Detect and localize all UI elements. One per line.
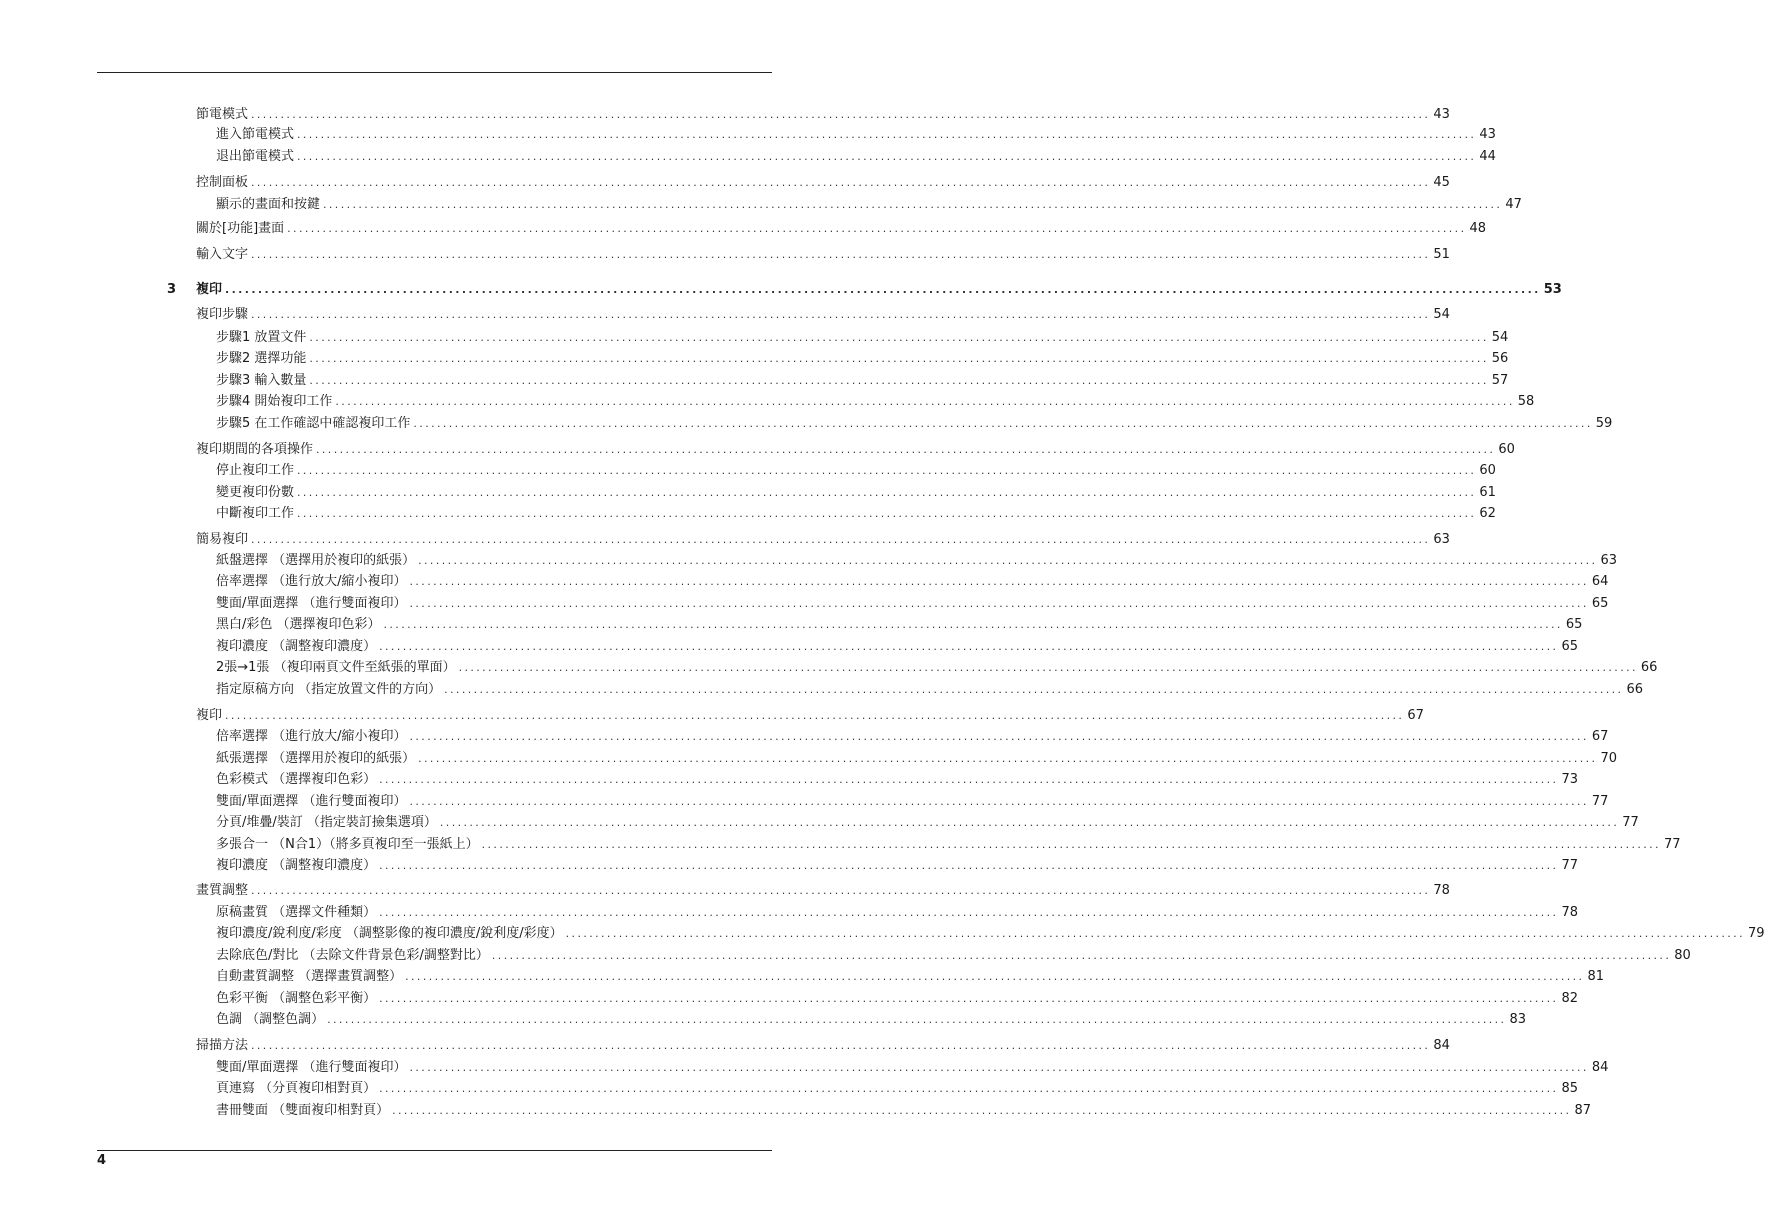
toc-chapter-entry[interactable] [196, 280, 1562, 300]
toc-entry-title: 色彩模式 （選擇複印色彩） [216, 772, 377, 787]
toc-entry-title: 退出節電模式 [216, 149, 295, 164]
dot-leader: ........................................................................................................................................................................................................ [297, 150, 1477, 163]
toc-subsection-entry[interactable] [216, 328, 1509, 348]
dot-leader: ........................................................................................................................................................................................................ [309, 331, 1489, 344]
toc-entry-title: 關於[功能]畫面 [196, 221, 285, 236]
toc-subsection-entry[interactable] [216, 483, 1496, 503]
toc-entry-page: 82 [1561, 991, 1579, 1006]
dot-leader: ........................................................................................................................................................................................................ [413, 417, 1593, 430]
dot-leader: ........................................................................................................................................................................................................ [309, 352, 1489, 365]
toc-subsection-entry[interactable] [216, 594, 1609, 614]
toc-subsection-entry[interactable] [216, 392, 1535, 412]
toc-entry-page: 63 [1433, 532, 1450, 547]
dot-leader: ........................................................................................................................................................................................................ [409, 575, 1589, 588]
dot-leader: ........................................................................................................................................................................................................ [379, 773, 1559, 786]
toc-entry-page: 84 [1433, 1038, 1450, 1053]
dot-leader: ........................................................................................................................................................................................................ [392, 1104, 1572, 1117]
toc-subsection-entry[interactable] [216, 1058, 1609, 1078]
toc-subsection-entry[interactable] [216, 658, 1658, 678]
dot-leader: ........................................................................................................................................................................................................ [379, 992, 1559, 1005]
toc-entry-title: 原稿畫質 （選擇文件種類） [216, 905, 377, 920]
toc-entry-page: 77 [1561, 858, 1579, 873]
toc-section-entry[interactable] [196, 440, 1515, 460]
toc-entry-page: 80 [1674, 948, 1691, 963]
toc-entry-page: 48 [1469, 221, 1487, 236]
dot-leader: ........................................................................................................................................................................................................ [297, 464, 1477, 477]
toc-entry-title: 複印期間的各項操作 [196, 442, 314, 457]
dot-leader: ........................................................................................................................................................................................................ [409, 730, 1589, 743]
toc-entry-page: 81 [1587, 969, 1605, 984]
toc-subsection-entry[interactable] [216, 1079, 1579, 1099]
dot-leader: ........................................................................................................................................................................................................ [251, 248, 1431, 261]
toc-entry-page: 45 [1433, 175, 1450, 190]
toc-entry-page: 65 [1565, 617, 1583, 632]
toc-entry-title: 頁連寫 （分頁複印相對頁） [216, 1081, 377, 1096]
toc-entry-page: 77 [1622, 815, 1639, 830]
toc-entry-title: 複印濃度/銳利度/彩度 （調整影像的複印濃度/銳利度/彩度） [216, 926, 563, 941]
dot-leader: ........................................................................................................................................................................................................ [297, 507, 1477, 520]
chapter-number: 3 [167, 282, 177, 297]
toc-entry-page: 53 [1543, 282, 1562, 297]
toc-entry-page: 43 [1479, 127, 1496, 142]
toc-subsection-entry[interactable] [216, 461, 1496, 481]
toc-subsection-entry[interactable] [216, 504, 1496, 524]
toc-entry-title: 雙面/單面選擇 （進行雙面複印） [216, 794, 407, 809]
toc-subsection-entry[interactable] [216, 924, 1765, 944]
toc-entry-title: 雙面/單面選擇 （進行雙面複印） [216, 1060, 407, 1075]
dot-leader: ........................................................................................................................................................................................................ [297, 128, 1477, 141]
toc-entry-page: 87 [1574, 1103, 1592, 1118]
toc-subsection-entry[interactable] [216, 1101, 1592, 1121]
toc-entry-title: 複印 [196, 708, 223, 723]
dot-leader: ........................................................................................................................................................................................................ [251, 108, 1431, 121]
toc-entry-title: 倍率選擇 （進行放大/縮小複印） [216, 574, 407, 589]
toc-entry-page: 79 [1747, 926, 1765, 941]
toc-entry-page: 57 [1491, 373, 1509, 388]
toc-subsection-entry[interactable] [216, 414, 1613, 434]
toc-entry-title: 自動畫質調整 （選擇畫質調整） [216, 969, 403, 984]
toc-subsection-entry[interactable] [216, 903, 1579, 923]
toc-subsection-entry[interactable] [216, 749, 1618, 769]
toc-entry-page: 67 [1407, 708, 1424, 723]
toc-entry-page: 78 [1561, 905, 1579, 920]
toc-subsection-entry[interactable] [216, 147, 1496, 167]
toc-subsection-entry[interactable] [216, 680, 1644, 700]
dot-leader: ........................................................................................................................................................................................................ [405, 970, 1585, 983]
toc-entry-page: 77 [1591, 794, 1609, 809]
toc-subsection-entry[interactable] [216, 989, 1579, 1009]
dot-leader: ........................................................................................................................................................................................................ [309, 374, 1489, 387]
toc-entry-title: 步驟1 放置文件 [216, 330, 307, 345]
toc-entry-title: 書冊雙面 （雙面複印相對頁） [216, 1103, 390, 1118]
toc-entry-title: 複印濃度 （調整複印濃度） [216, 639, 377, 654]
toc-section-entry[interactable] [196, 1036, 1450, 1056]
dot-leader: ........................................................................................................................................................................................................ [383, 618, 1563, 631]
toc-entry-page: 73 [1561, 772, 1579, 787]
toc-entry-title: 色彩平衡 （調整色彩平衡） [216, 991, 377, 1006]
toc-entry-title: 步驟2 選擇功能 [216, 351, 307, 366]
toc-entry-page: 43 [1433, 107, 1450, 122]
toc-entry-page: 59 [1595, 416, 1613, 431]
toc-entry-page: 66 [1640, 660, 1658, 675]
toc-entry-page: 54 [1433, 307, 1450, 322]
dot-leader: ........................................................................................................................................................................................................ [316, 443, 1496, 456]
dot-leader: ........................................................................................................................................................................................................ [225, 709, 1405, 722]
toc-entry-title: 簡易複印 [196, 532, 249, 547]
toc-entry-title: 指定原稿方向 （指定放置文件的方向） [216, 682, 442, 697]
toc-entry-page: 67 [1591, 729, 1609, 744]
toc-entry-page: 65 [1561, 639, 1579, 654]
toc-entry-title: 紙張選擇 （選擇用於複印的紙張） [216, 751, 416, 766]
toc-subsection-entry[interactable] [216, 349, 1509, 369]
toc-entry-page: 51 [1433, 247, 1450, 262]
footer-rule [97, 1150, 772, 1151]
toc-entry-page: 70 [1600, 751, 1618, 766]
dot-leader: ........................................................................................................................................................................................................ [565, 927, 1745, 940]
toc-entry-page: 56 [1491, 351, 1509, 366]
dot-leader: ........................................................................................................................................................................................................ [323, 198, 1503, 211]
toc-subsection-entry[interactable] [216, 125, 1496, 145]
toc-entry-title: 去除底色/對比 （去除文件背景色彩/調整對比） [216, 948, 489, 963]
dot-leader: ........................................................................................................................................................................................................ [444, 683, 1624, 696]
toc-subsection-entry[interactable] [216, 572, 1609, 592]
toc-section-entry[interactable] [196, 305, 1450, 325]
dot-leader: ........................................................................................................................................................................................................ [251, 1039, 1431, 1052]
toc-section-entry[interactable] [196, 881, 1450, 901]
toc-entry-title: 輸入文字 [196, 247, 249, 262]
dot-leader: ........................................................................................................................................................................................................ [287, 222, 1467, 235]
dot-leader: ........................................................................................................................................................................................................ [439, 816, 1620, 829]
toc-section-entry[interactable] [196, 706, 1424, 726]
toc-entry-page: 83 [1509, 1012, 1527, 1027]
dot-leader: ........................................................................................................................................................................................................ [418, 554, 1598, 567]
toc-entry-page: 58 [1517, 394, 1535, 409]
toc-entry-title: 複印濃度 （調整複印濃度） [216, 858, 377, 873]
dot-leader: ........................................................................................................................................................................................................ [327, 1013, 1507, 1026]
toc-entry-title: 多張合一 （N合1）（將多頁複印至一張紙上） [216, 837, 479, 852]
toc-entry-page: 61 [1479, 485, 1496, 500]
toc-section-entry[interactable] [196, 530, 1450, 550]
toc-entry-title: 進入節電模式 [216, 127, 295, 142]
toc-entry-title: 雙面/單面選擇 （進行雙面複印） [216, 596, 407, 611]
dot-leader: ........................................................................................................................................................................................................ [379, 640, 1559, 653]
toc-entry-title: 變更複印份數 [216, 485, 295, 500]
toc-subsection-entry[interactable] [216, 1010, 1527, 1030]
toc-subsection-entry[interactable] [216, 946, 1691, 966]
toc-entry-title: 步驟4 開始複印工作 [216, 394, 333, 409]
dot-leader: ........................................................................................................................................................................................................ [251, 884, 1431, 897]
toc-entry-title: 色調 （調整色調） [216, 1012, 325, 1027]
toc-subsection-entry[interactable] [216, 551, 1618, 571]
toc-entry-title: 黑白/彩色 （選擇複印色彩） [216, 617, 381, 632]
toc-entry-title: 中斷複印工作 [216, 506, 295, 521]
toc-entry-page: 62 [1479, 506, 1496, 521]
toc-entry-title: 停止複印工作 [216, 463, 295, 478]
toc-entry-page: 47 [1505, 197, 1522, 212]
dot-leader: ........................................................................................................................................................................................................ [409, 795, 1589, 808]
toc-entry-title: 複印 [196, 282, 223, 297]
dot-leader: ........................................................................................................................................................................................................ [225, 283, 1541, 296]
toc-subsection-entry[interactable] [216, 792, 1609, 812]
toc-entry-title: 紙盤選擇 （選擇用於複印的紙張） [216, 553, 416, 568]
toc-entry-page: 85 [1561, 1081, 1579, 1096]
dot-leader: ........................................................................................................................................................................................................ [251, 533, 1431, 546]
dot-leader: ........................................................................................................................................................................................................ [409, 1061, 1589, 1074]
toc-subsection-entry[interactable] [216, 967, 1605, 987]
toc-entry-title: 畫質調整 [196, 883, 249, 898]
toc-entry-page: 84 [1591, 1060, 1609, 1075]
page-number: 4 [97, 1153, 107, 1168]
toc-entry-page: 65 [1591, 596, 1609, 611]
dot-leader: ........................................................................................................................................................................................................ [379, 906, 1559, 919]
toc-subsection-entry[interactable] [216, 727, 1609, 747]
toc-subsection-entry[interactable] [216, 813, 1639, 833]
toc-subsection-entry[interactable] [216, 637, 1579, 657]
dot-leader: ........................................................................................................................................................................................................ [458, 661, 1638, 674]
dot-leader: ........................................................................................................................................................................................................ [379, 859, 1559, 872]
toc-entry-page: 78 [1433, 883, 1450, 898]
toc-subsection-entry[interactable] [216, 615, 1583, 635]
dot-leader: ........................................................................................................................................................................................................ [418, 752, 1598, 765]
toc-entry-page: 60 [1479, 463, 1496, 478]
toc-entry-page: 60 [1498, 442, 1515, 457]
toc-subsection-entry[interactable] [216, 195, 1522, 215]
toc-section-entry[interactable] [196, 245, 1450, 265]
header-rule [97, 72, 772, 73]
toc-entry-title: 掃描方法 [196, 1038, 249, 1053]
dot-leader: ........................................................................................................................................................................................................ [491, 949, 1672, 962]
dot-leader: ........................................................................................................................................................................................................ [409, 597, 1589, 610]
toc-entry-title: 分頁/堆疊/裝訂 （指定裝訂撿集選項） [216, 815, 437, 830]
dot-leader: ........................................................................................................................................................................................................ [251, 176, 1431, 189]
toc-entry-title: 步驟3 輸入數量 [216, 373, 307, 388]
dot-leader: ........................................................................................................................................................................................................ [379, 1082, 1559, 1095]
toc-entry-page: 54 [1491, 330, 1509, 345]
dot-leader: ........................................................................................................................................................................................................ [481, 838, 1661, 851]
toc-entry-page: 77 [1663, 837, 1681, 852]
dot-leader: ........................................................................................................................................................................................................ [335, 395, 1515, 408]
toc-entry-title: 控制面板 [196, 175, 249, 190]
toc-entry-title: 倍率選擇 （進行放大/縮小複印） [216, 729, 407, 744]
toc-subsection-entry[interactable] [216, 770, 1579, 790]
toc-entry-title: 顯示的畫面和按鍵 [216, 197, 321, 212]
dot-leader: ........................................................................................................................................................................................................ [297, 486, 1477, 499]
toc-entry-title: 2張→1張 （複印兩頁文件至紙張的單面） [216, 660, 456, 675]
toc-section-entry[interactable] [196, 105, 1450, 125]
toc-entry-page: 63 [1600, 553, 1618, 568]
dot-leader: ........................................................................................................................................................................................................ [251, 308, 1431, 321]
toc-section-entry[interactable] [196, 173, 1450, 193]
toc-entry-title: 步驟5 在工作確認中確認複印工作 [216, 416, 411, 431]
toc-entry-page: 64 [1591, 574, 1609, 589]
toc-subsection-entry[interactable] [216, 371, 1509, 391]
toc-entry-page: 44 [1479, 149, 1496, 164]
toc-entry-title: 節電模式 [196, 107, 249, 122]
toc-section-entry[interactable] [196, 219, 1487, 239]
toc-entry-title: 複印步驟 [196, 307, 249, 322]
toc-entry-page: 66 [1626, 682, 1644, 697]
toc-subsection-entry[interactable] [216, 835, 1681, 855]
toc-subsection-entry[interactable] [216, 856, 1579, 876]
